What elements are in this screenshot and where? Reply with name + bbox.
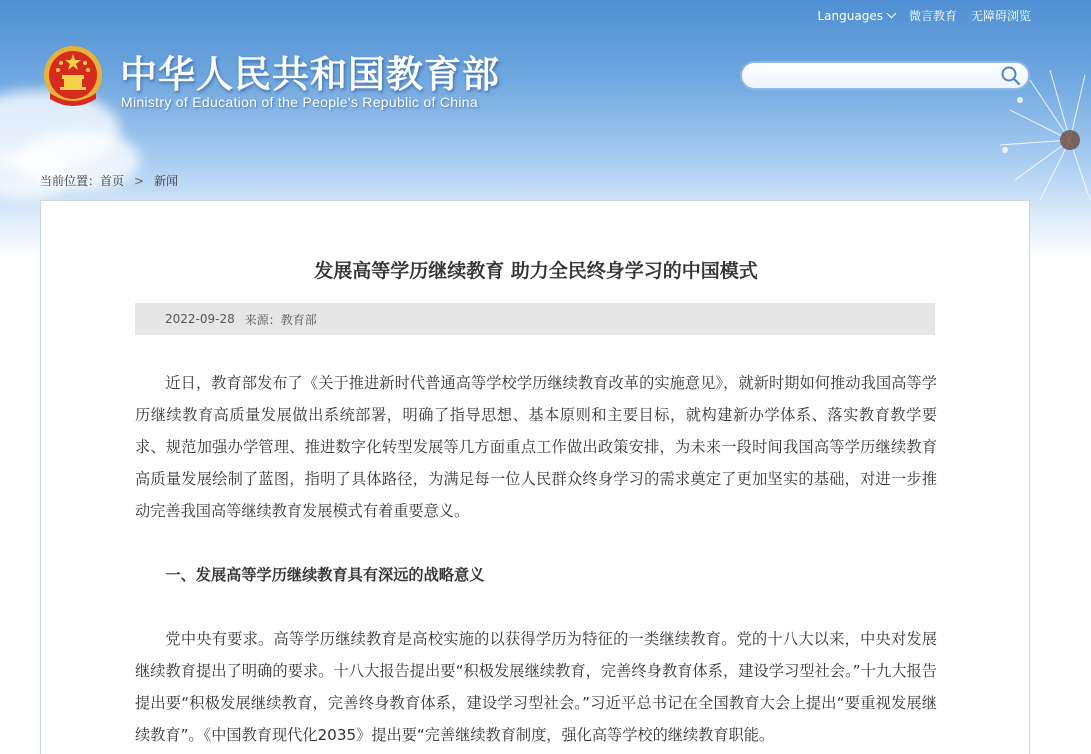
link-accessibility[interactable]: 无障碍浏览 [970, 9, 1031, 23]
article-body [135, 367, 937, 751]
breadcrumb-news[interactable]: 新闻 [154, 174, 179, 188]
chevron-down-icon [887, 8, 897, 18]
search-input[interactable] [754, 63, 994, 88]
article-date: 2022-09-28 [165, 312, 235, 326]
national-emblem-icon [42, 45, 104, 109]
site-logo-subtitle: Ministry of Education of the People's Republic of China [121, 94, 478, 110]
article-container [40, 200, 1030, 754]
chevron-right-icon: > [134, 173, 145, 188]
article-section-heading: 一、发展高等学历继续教育具有深远的战略意义 [165, 566, 485, 584]
link-weiyan-jiaoyu[interactable]: 微言教育 [908, 9, 957, 23]
breadcrumb-home[interactable]: 首页 [100, 174, 125, 188]
article-meta [135, 303, 935, 335]
languages-label: Languages [817, 8, 883, 23]
search-box [740, 61, 1030, 90]
article-paragraph: 党中央有要求。高等学历继续教育是高校实施的以获得学历为特征的一类继续教育。党的十八大以来，中央对发展继续教育提出了明确的要求。十八大报告提出要“积极发展继续教育，完善终身教育体系，建设学习型社会。”十九大报告提出要“积极发展继续教育，完善终身教育体系，建设学习型社会。”习近平总书记在全国教育大会上提出“要重视发展继续教育”。《中国教育现代化2035》提出要“完善继续教育制度，强化高等学校的继续教育职能。 [135, 630, 937, 744]
article-title: 发展高等学历继续教育 助力全民终身学习的中国模式 [314, 260, 758, 282]
site-logo-title[interactable]: 中华人民共和国教育部 [120, 52, 500, 96]
search-icon[interactable] [1000, 65, 1022, 87]
breadcrumb [40, 172, 178, 189]
article-paragraph: 近日，教育部发布了《关于推进新时代普通高等学校学历继续教育改革的实施意见》，就新时期如何推动我国高等学历继续教育高质量发展做出系统部署，明确了指导思想、基本原则和主要目标，就构建新办学体系、落实教育教学要求、规范加强办学管理、推进数字化转型发展等几方面重点工作做出政策安排，为未来一段时间我国高等学历继续教育高质量发展绘制了蓝图，指明了具体路径，为满足每一位人民群众终身学习的需求奠定了更加坚实的基础，对进一步推动完善我国高等继续教育发展模式有着重要意义。 [135, 374, 937, 520]
top-links [817, 7, 1031, 24]
breadcrumb-prefix: 当前位置： [40, 174, 101, 188]
languages-menu[interactable] [817, 9, 894, 23]
article-source: 来源：教育部 [244, 312, 317, 327]
